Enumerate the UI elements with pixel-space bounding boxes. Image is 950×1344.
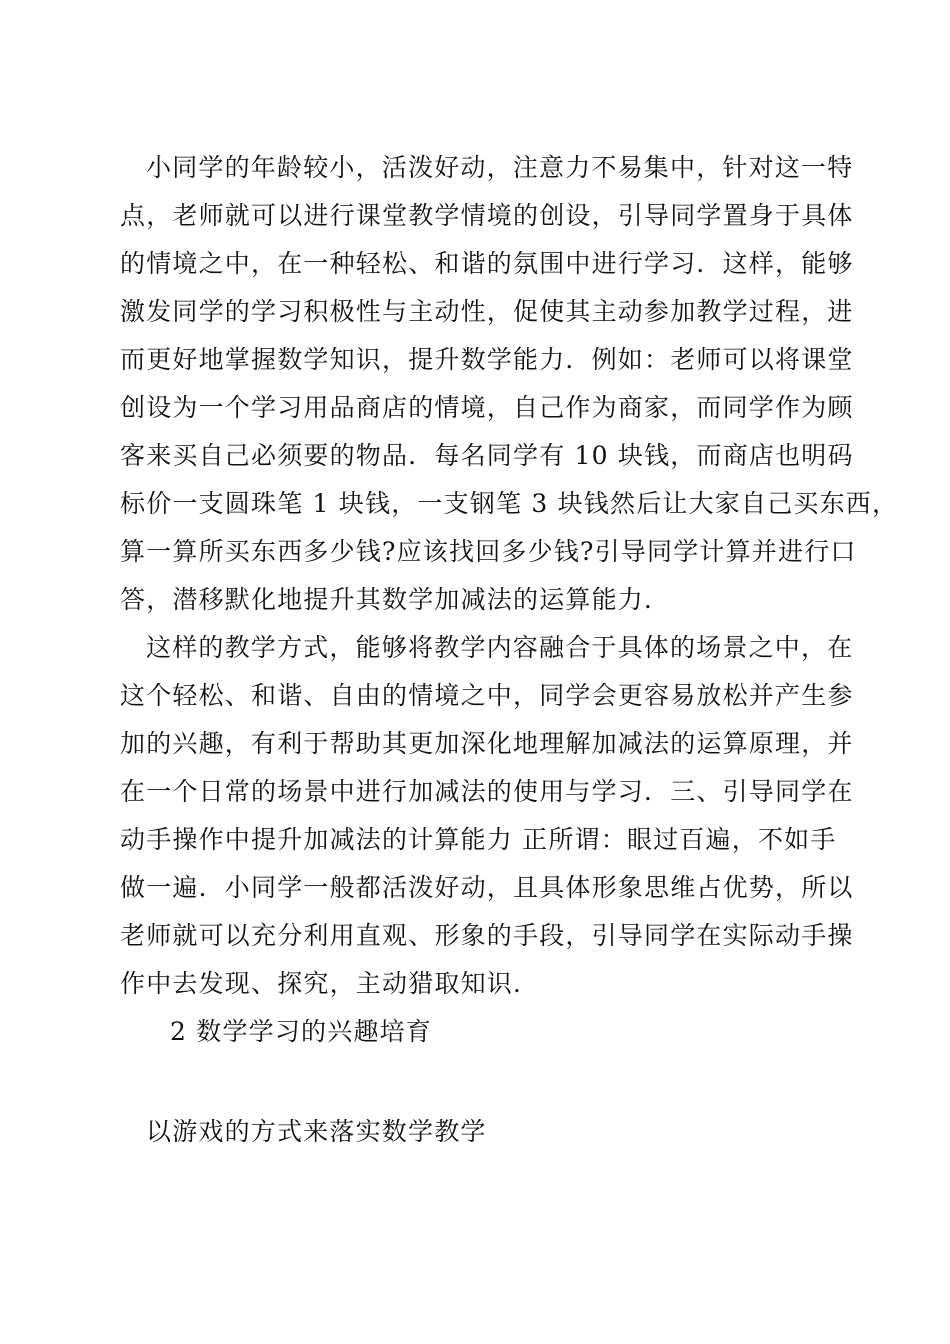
paragraph-1-line-3: 的情境之中，在一种轻松、和谐的氛围中进行学习．这样，能够 [120,249,854,278]
paragraph-1-line-7: 客来买自己必须要的物品．每名同学有 10 块钱，而商店也明码 [120,441,854,470]
paragraph-1-line-1: 小同学的年龄较小，活泼好动，注意力不易集中，针对这一特 [146,153,854,182]
paragraph-1-line-8: 标价一支圆珠笔 1 块钱，一支钢笔 3 块钱然后让大家自己买东西， [120,489,899,518]
paragraph-2-line-3: 加的兴趣，有利于帮助其更加深化地理解加减法的运算原理，并 [120,729,854,758]
paragraph-2-line-1: 这样的教学方式，能够将教学内容融合于具体的场景之中，在 [146,633,854,662]
paragraph-1-line-6: 创设为一个学习用品商店的情境，自己作为商家，而同学作为顾 [120,393,854,422]
paragraph-1-line-5: 而更好地掌握数学知识，提升数学能力．例如：老师可以将课堂 [120,345,854,374]
section-heading: 2 数学学习的兴趣培育 [170,1017,433,1046]
paragraph-2-line-2: 这个轻松、和谐、自由的情境之中，同学会更容易放松并产生参 [120,681,854,710]
paragraph-1-line-2: 点，老师就可以进行课堂教学情境的创设，引导同学置身于具体 [120,201,854,230]
paragraph-2-line-4: 在一个日常的场景中进行加减法的使用与学习．三、引导同学在 [120,777,854,806]
paragraph-1-line-9: 算一算所买东西多少钱?应该找回多少钱?引导同学计算并进行口 [120,537,857,566]
section-subheading: 以游戏的方式来落实数学教学 [146,1117,487,1146]
paragraph-2-line-8: 作中去发现、探究，主动猎取知识． [120,969,540,998]
paragraph-1-line-4: 激发同学的学习积极性与主动性，促使其主动参加教学过程，进 [120,297,854,326]
paragraph-2-line-5: 动手操作中提升加减法的计算能力 正所谓：眼过百遍，不如手 [120,825,837,854]
paragraph-1-line-10: 答，潜移默化地提升其数学加减法的运算能力． [120,585,671,614]
paragraph-2-line-6: 做一遍．小同学一般都活泼好动，且具体形象思维占优势，所以 [120,873,854,902]
paragraph-2-line-7: 老师就可以充分利用直观、形象的手段，引导同学在实际动手操 [120,921,854,950]
